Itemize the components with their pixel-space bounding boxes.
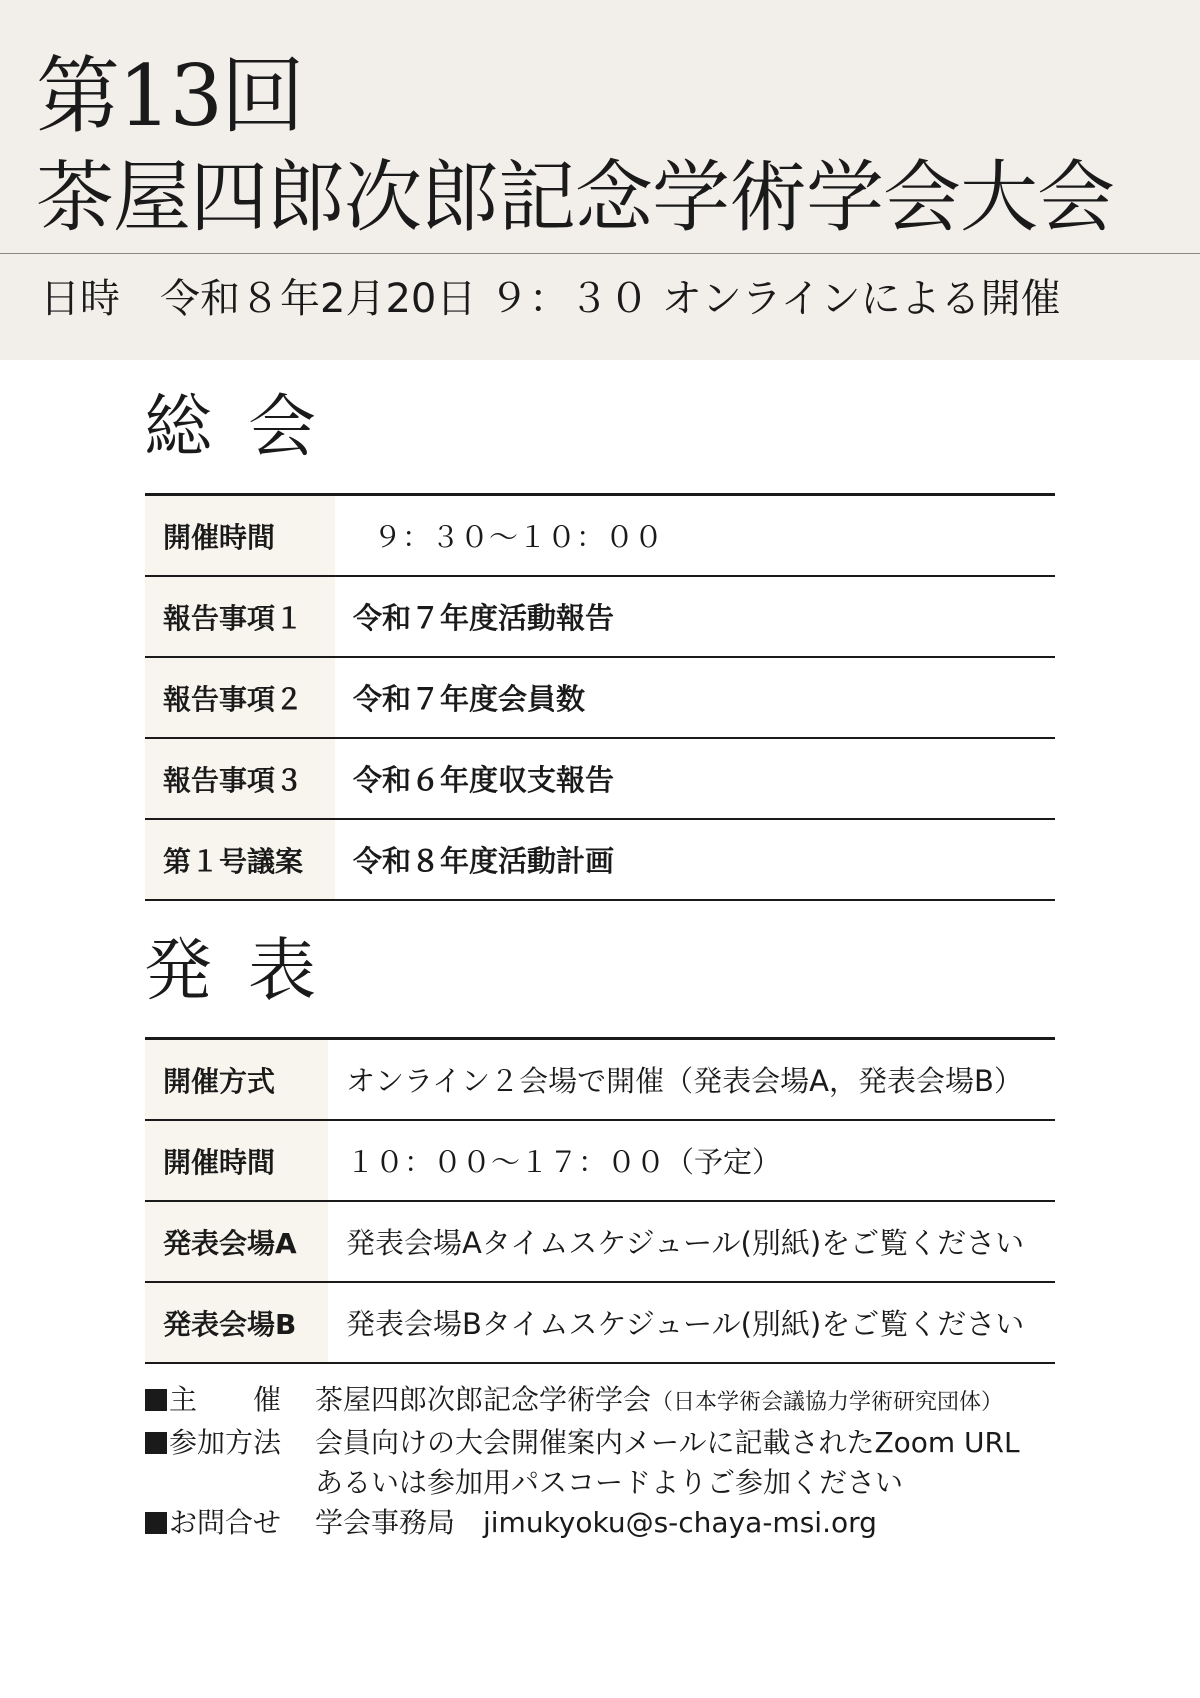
row-value: 令和６年度収支報告 (353, 763, 615, 797)
row-value: 発表会場Aタイムスケジュール(別紙)をご覧ください (346, 1226, 1025, 1260)
participation-value-line2: あるいは参加用パスコードよりご参加ください (315, 1466, 904, 1499)
row-label: 報告事項２ (145, 658, 335, 737)
row-label: 開催方式 (145, 1040, 328, 1119)
row-value: 令和７年度会員数 (353, 682, 586, 716)
row-label: 報告事項１ (145, 577, 335, 656)
table-row (145, 496, 1055, 577)
footer-info (145, 1380, 1145, 1543)
general-meeting-table (145, 493, 1055, 901)
table-row (145, 1202, 1055, 1283)
table-row (145, 1121, 1055, 1202)
table-row (145, 1040, 1055, 1121)
table-row (145, 1283, 1055, 1364)
contact-key: お問合せ (169, 1506, 282, 1539)
square-bullet-icon (145, 1512, 167, 1534)
row-label: 報告事項３ (145, 739, 335, 818)
row-value: オンライン２会場で開催（発表会場A，発表会場B） (346, 1064, 1023, 1098)
square-bullet-icon (145, 1389, 167, 1411)
square-bullet-icon (145, 1432, 167, 1454)
row-value: ９：３０〜１０：００ (373, 520, 664, 554)
general-meeting-heading: 総会 (144, 388, 353, 467)
organizer-note: （日本学術会議協力学術研究団体） (651, 1390, 1004, 1415)
presentations-table (145, 1037, 1055, 1364)
table-row (145, 739, 1055, 820)
row-value: 発表会場Bタイムスケジュール(別紙)をご覧ください (346, 1307, 1025, 1341)
header-divider (0, 253, 1200, 254)
row-label: 開催時間 (145, 496, 335, 575)
table-row (145, 820, 1055, 901)
row-label: 第１号議案 (145, 820, 335, 899)
contact-line (145, 1503, 1145, 1543)
organizer-key: 主 催 (169, 1383, 282, 1416)
participation-line (145, 1423, 1145, 1463)
contact-value: 学会事務局 jimukyoku@s-chaya-msi.org (315, 1506, 877, 1539)
participation-line-2 (145, 1463, 1145, 1503)
row-label: 開催時間 (145, 1121, 328, 1200)
row-value: 令和７年度活動報告 (353, 601, 615, 635)
row-value: 令和８年度活動計画 (353, 844, 615, 878)
event-name-title: 茶屋四郎次郎記念学術学会大会 (36, 153, 1115, 243)
participation-value-line1: 会員向けの大会開催案内メールに記載されたZoom URL (315, 1426, 1020, 1459)
row-label: 発表会場A (145, 1202, 328, 1281)
participation-key: 参加方法 (169, 1426, 282, 1459)
row-value: １０：００〜１７：００（予定） (346, 1145, 782, 1179)
table-row (145, 577, 1055, 658)
organizer-line (145, 1380, 1145, 1423)
row-label: 発表会場B (145, 1283, 328, 1362)
presentations-heading: 発表 (144, 932, 353, 1011)
event-number-title: 第13回 (36, 47, 303, 145)
organizer-value: 茶屋四郎次郎記念学術学会 (315, 1383, 652, 1416)
table-row (145, 658, 1055, 739)
event-datetime: 日時 令和８年2月20日 ９：３０ オンラインによる開催 (40, 276, 1061, 322)
header-banner (0, 0, 1200, 360)
